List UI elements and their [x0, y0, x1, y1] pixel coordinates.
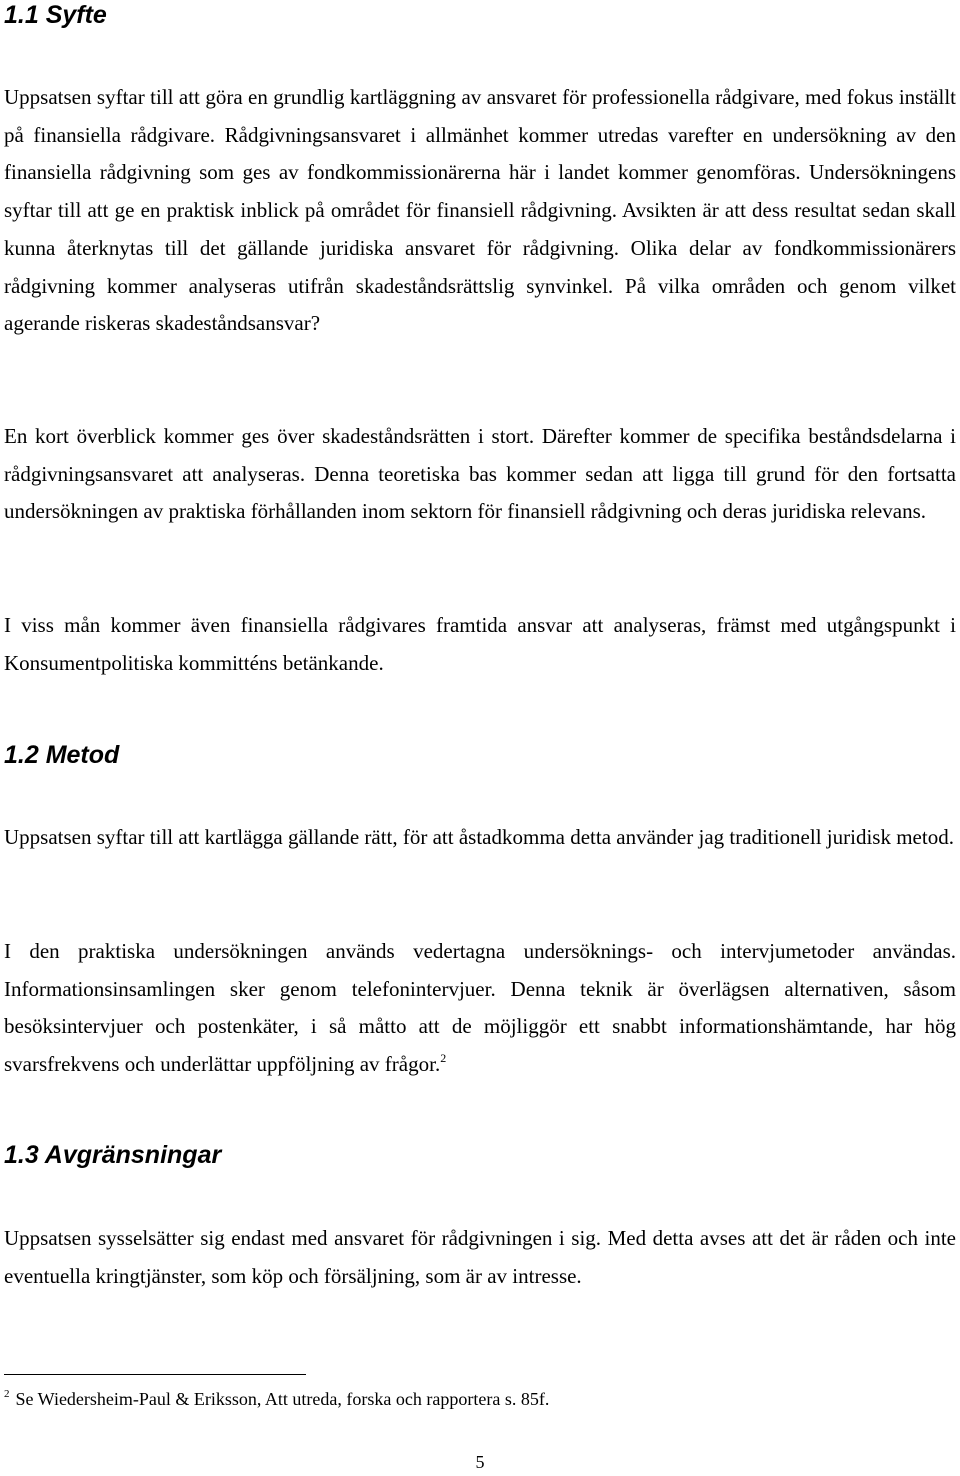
paragraph-syfte-3: I viss mån kommer även finansiella rådgivares framtida ansvar att analyseras, främst med utgångspunkt i Konsumentpolitiska kommitténs betänkande.	[4, 613, 956, 675]
page-number: 5	[475, 1452, 485, 1472]
paragraph-avgransningar-1: Uppsatsen sysselsätter sig endast med ansvaret för rådgivningen i sig. Med detta avses att det är råden och inte eventuella kringtjänster, som köp och försäljning, som är av intresse.	[4, 1226, 956, 1288]
section-heading-metod: 1.2 Metod	[4, 741, 120, 769]
section-heading-avgransningar: 1.3 Avgränsningar	[4, 1141, 222, 1169]
paragraph-metod-1: Uppsatsen syftar till att kartlägga gällande rätt, för att åstadkomma detta använder jag traditionell juridisk metod.	[4, 825, 954, 849]
footnote-divider	[4, 1374, 306, 1375]
footnote-reference[interactable]: 2	[440, 1051, 447, 1066]
footnote-text: Se Wiedersheim-Paul & Eriksson, Att utreda, forska och rapportera s. 85f.	[15, 1389, 550, 1409]
footnote	[4, 1384, 549, 1414]
section-heading-syfte: 1.1 Syfte	[4, 1, 107, 29]
paragraph-metod-2	[4, 933, 956, 1084]
paragraph-syfte-2: En kort överblick kommer ges över skadeståndsrätten i stort. Därefter kommer de specifika beståndsdelarna i rådgivningsansvaret att analyseras. Denna teoretiska bas kommer sedan att ligga till grund för den fortsatta undersökningen av praktiska förhållanden inom sektorn för finansiell rådgivning och deras juridiska relevans.	[4, 424, 956, 524]
paragraph-metod-2-text: I den praktiska undersökningen används vedertagna undersöknings- och intervjumetoder användas. Informationsinsamlingen sker genom telefonintervjuer. Denna teknik är överlägsen alternativen, såsom besöksintervjuer och postenkäter, i så måtto att de möjliggör ett snabbt informationshämtande, har hög svarsfrekvens och underlättar uppföljning av frågor.	[4, 939, 956, 1077]
paragraph-syfte-1: Uppsatsen syftar till att göra en grundlig kartläggning av ansvaret för professionella rådgivare, med fokus inställt på finansiella rådgivare. Rådgivningsansvaret i allmänhet kommer utredas varefter en undersökning av den finansiella rådgivning som ges av fondkommissionärerna här i landet kommer genomföras. Undersökningens syftar till att ge en praktisk inblick på området för finansiell rådgivning. Avsikten är att dess resultat sedan skall kunna återknytas till det gällande juridiska ansvaret för rådgivning. Olika delar av fondkommissionärers rådgivning kommer analyseras utifrån skadeståndsrättslig synvinkel. På vilka områden och genom vilket agerande riskeras skadeståndsansvar?	[4, 85, 956, 336]
footnote-number: 2	[4, 1388, 10, 1400]
